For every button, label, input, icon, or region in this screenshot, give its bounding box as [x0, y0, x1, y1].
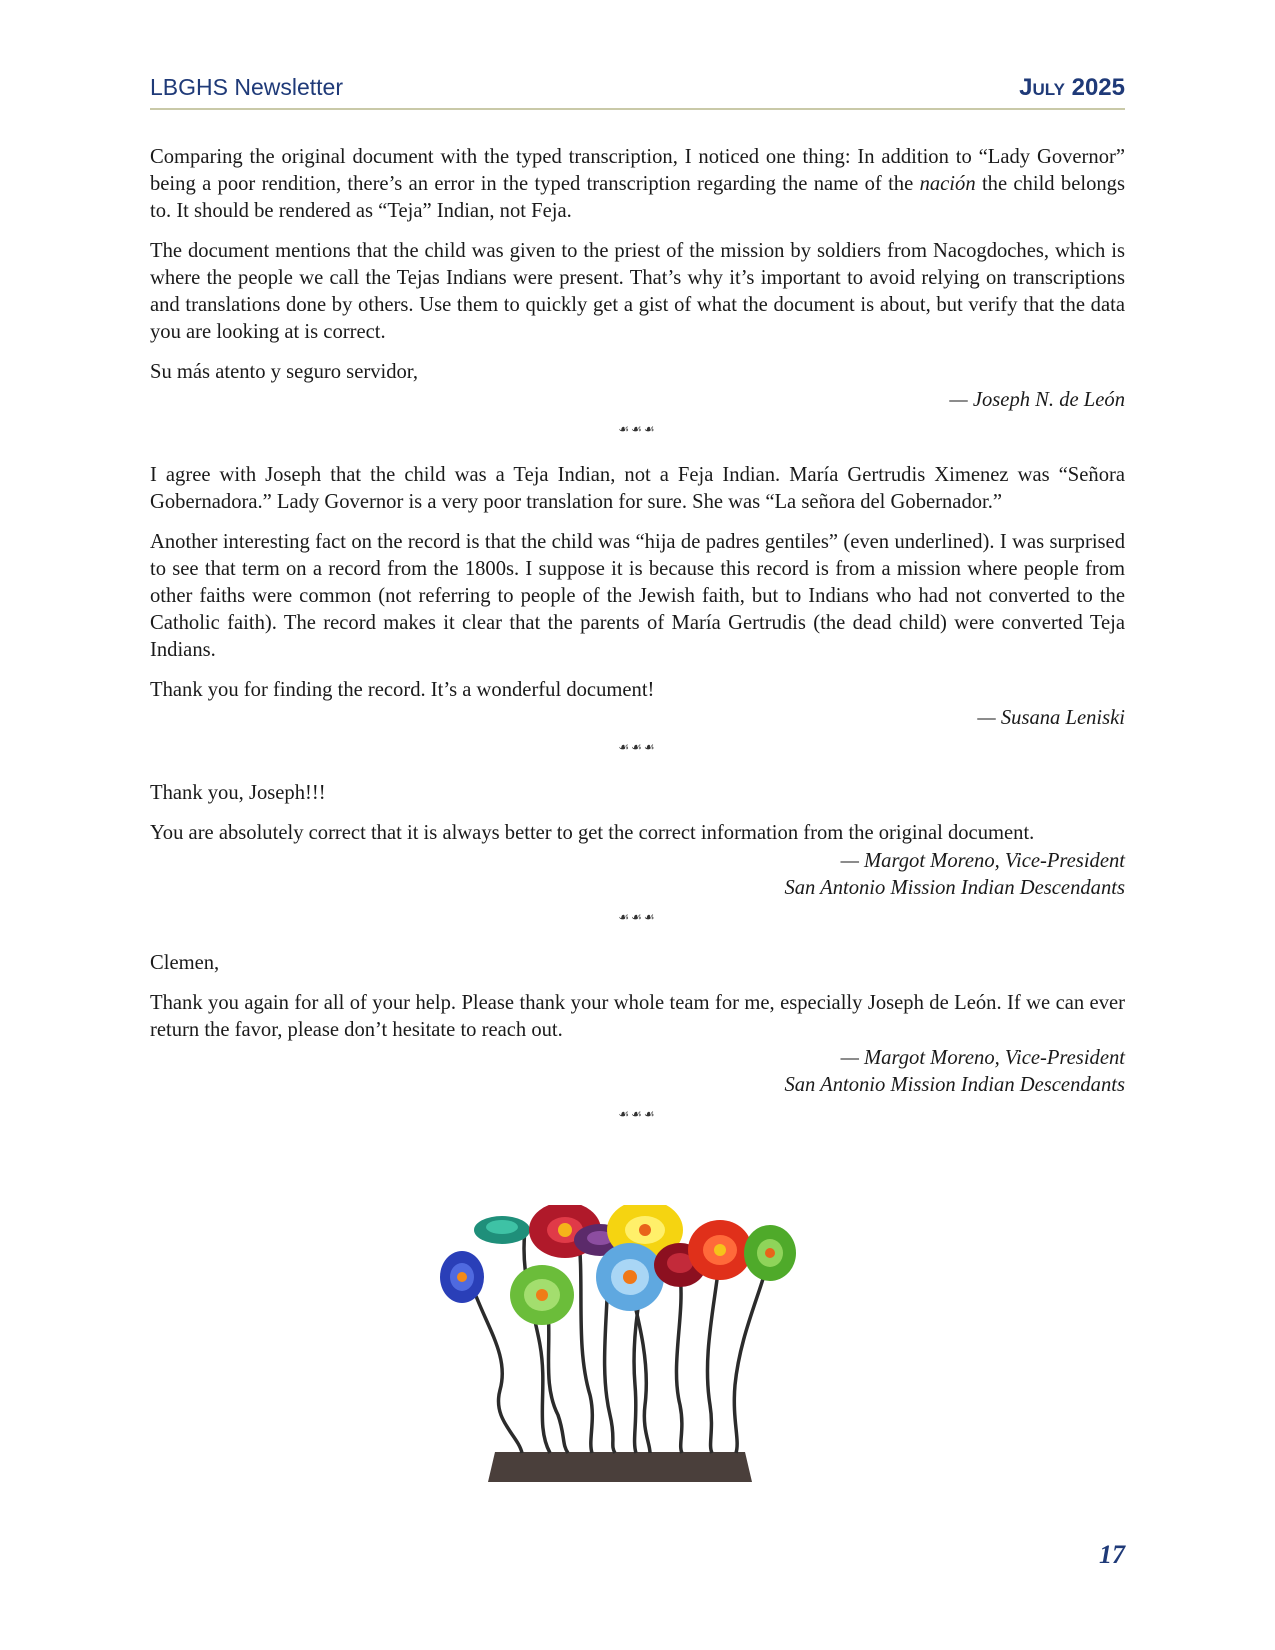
letter2-paragraph1: I agree with Joseph that the child was a Teja Indian, not a Feja Indian. María Gertrudis Ximenez was “Señora Gobernadora.” Lady Governor is a very poor translation for sure. She was “La señora del Gobernador.” — [150, 464, 1125, 513]
light-blue-flower — [596, 1243, 664, 1311]
page-number: 17 — [1099, 1540, 1125, 1569]
letter4-salutation: Clemen, — [150, 952, 220, 974]
letter1-paragraph1: Comparing the original document with the typed transcription, I noticed one thing: In addition to “Lady Governor” being a poor rendition, there’s an error in the typed transcription regarding the name of the nación the child belongs to. It should be rendered as “Teja” Indian, not Feja. — [150, 146, 1125, 222]
green-flower-right — [744, 1225, 796, 1281]
signature-name: — Margot Moreno, Vice-President — [840, 850, 1125, 872]
letter4-paragraph: Thank you again for all of your help. Please thank your whole team for me, especially Joseph de León. If we can ever return the favor, please don’t hesitate to reach out. — [150, 992, 1125, 1041]
blue-flower — [440, 1251, 484, 1303]
letter2-signature: — Susana Leniski — [977, 707, 1125, 729]
letter1-closing: Su más atento y seguro servidor, — [150, 361, 418, 383]
letter3-signature — [150, 848, 1125, 902]
letter2-paragraph2: Another interesting fact on the record is that the child was “hija de padres gentiles” (even underlined). I was surprised to see that term on a record from the 1800s. I suppose it is because this record is from a mission where people from other faiths were common (not referring to people of the Jewish faith, but to Indians who had not converted to the Catholic faith). The record makes it clear that the parents of María Gertrudis (the dead child) were converted Teja Indians. — [150, 531, 1125, 661]
letter1-signature: — Joseph N. de León — [949, 389, 1125, 411]
issue-year: 2025 — [1071, 74, 1125, 101]
issue-month-initial: J — [1019, 74, 1033, 101]
signature-org: San Antonio Mission Indian Descendants — [784, 877, 1125, 899]
glass-flowers-illustration — [440, 1205, 840, 1495]
ornament-divider: ☙☙☙ — [618, 422, 657, 436]
flower-stand-base — [488, 1452, 752, 1482]
article-body — [150, 144, 1125, 1147]
newsletter-title: LBGHS Newsletter — [150, 74, 344, 100]
page-header — [150, 72, 1125, 110]
green-flower — [510, 1265, 574, 1325]
signature-org: San Antonio Mission Indian Descendants — [784, 1074, 1125, 1096]
letter1-paragraph2: The document mentions that the child was given to the priest of the mission by soldiers from Nacogdoches, which is where the people we call the Tejas Indians were present. That’s why it’s important to avoid relying on transcriptions and translations done by others. Use them to quickly get a gist of what the document is about, but verify that the data you are looking at is correct. — [150, 240, 1125, 343]
teal-flower — [474, 1216, 530, 1244]
letter2-paragraph3: Thank you for finding the record. It’s a wonderful document! — [150, 679, 655, 701]
ornament-divider: ☙☙☙ — [618, 910, 657, 924]
letter3-paragraph1: Thank you, Joseph!!! — [150, 782, 326, 804]
issue-date — [1019, 74, 1125, 102]
nacion-italic: nación — [919, 173, 976, 195]
letter3-paragraph2: You are absolutely correct that it is always better to get the correct information from the original document. — [150, 822, 1035, 844]
signature-name: — Margot Moreno, Vice-President — [840, 1047, 1125, 1069]
ornament-divider: ☙☙☙ — [618, 1107, 657, 1121]
orange-red-flower — [688, 1220, 752, 1280]
issue-month-rest: uly — [1032, 74, 1065, 101]
letter4-signature — [150, 1045, 1125, 1099]
ornament-divider: ☙☙☙ — [618, 740, 657, 754]
